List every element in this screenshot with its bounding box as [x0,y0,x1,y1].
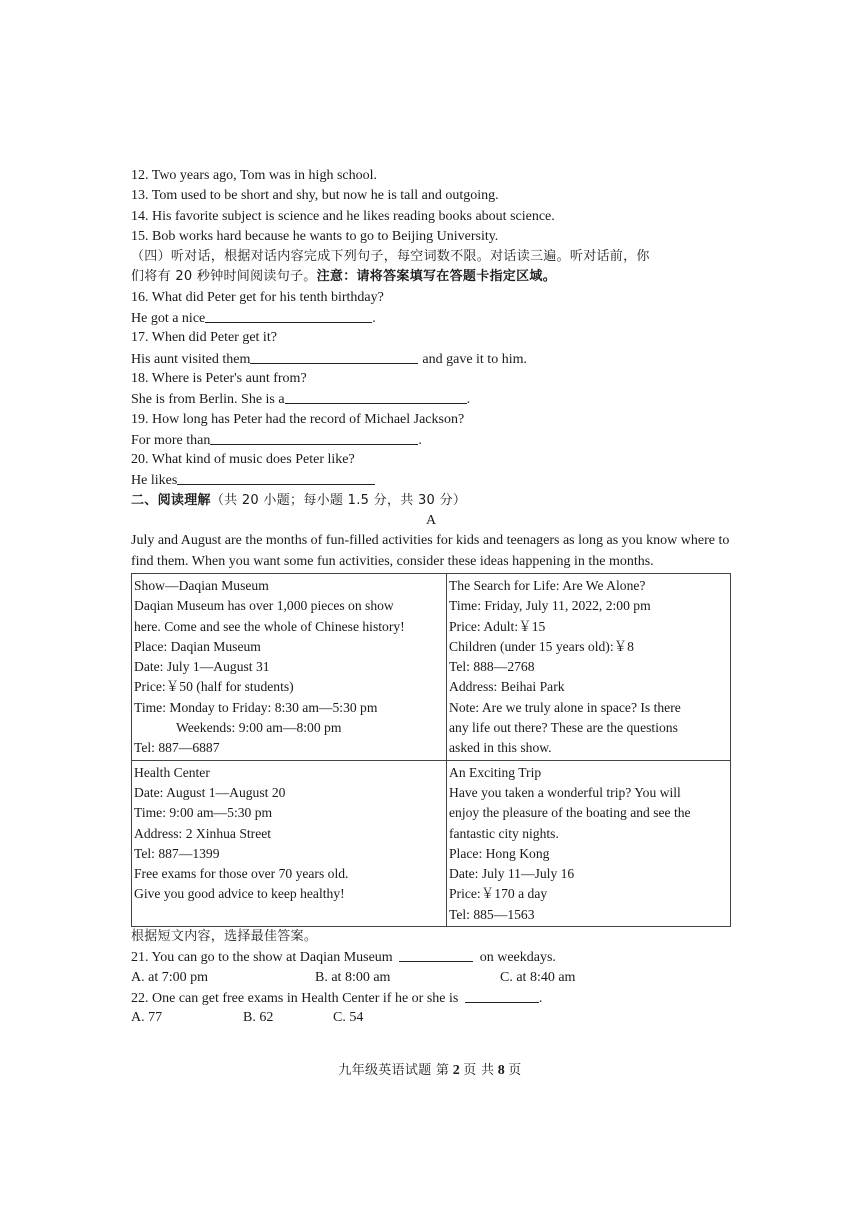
ad-advice: Give you good advice to keep healthy! [134,886,345,902]
question-21-stem-end: on weekdays. [479,950,556,966]
answer-20-blank[interactable] [177,470,375,485]
option-a[interactable]: A. 77 [131,1010,163,1026]
answer-19 [131,430,731,450]
footer-page-number: 2 [452,1063,460,1078]
ad-title: Show—Daqian Museum [134,577,269,593]
question-22-blank[interactable] [465,988,539,1003]
ad-price: Price:￥170 a day [449,886,548,902]
ad-place: Place: Hong Kong [449,845,550,861]
section4-instruction-note: 注意：请将答案填写在答题卡指定区域。 [316,269,557,285]
answer-16-prefix: He got a nice [131,311,206,327]
answer-20 [131,470,731,490]
ad-health-center [132,760,447,926]
mc-instruction: 根据短文内容，选择最佳答案。 [131,928,318,944]
ad-note: Note: Are we truly alone in space? Is there [449,699,681,715]
question-17: 17. When did Peter get it? [131,330,277,346]
section4-instruction-line1: （四）听对话，根据对话内容完成下列句子，每空词数不限。对话读三遍。听对话前，你 [131,249,650,265]
question-22-stem: 22. One can get free exams in Health Center if he or she is [131,990,459,1006]
reading-heading-title: 二、阅读理解 [131,492,211,508]
ad-description: Have you taken a wonderful trip? You will [449,784,681,800]
answer-19-blank[interactable] [210,430,418,445]
ad-description: enjoy the pleasure of the boating and see the [449,805,691,821]
ad-title: The Search for Life: Are We Alone? [449,577,646,593]
question-22-options [131,1008,731,1028]
reading-heading [131,491,731,511]
answer-19-suffix: . [418,432,422,448]
option-b[interactable]: B. 62 [243,1010,274,1026]
table-row [132,760,731,926]
footer-prefix: 九年级英语试题 第 [338,1063,450,1078]
listening-item-13: 13. Tom used to be short and shy, but now he is tall and outgoing. [131,188,499,204]
ad-description: here. Come and see the whole of Chinese history! [134,618,405,634]
ad-tel: Tel: 887—1399 [134,845,220,861]
question-21-stem: 21. You can go to the show at Daqian Museum [131,950,393,966]
ad-price: Price: Adult:￥15 [449,618,546,634]
ad-description: fantastic city nights. [449,825,559,841]
question-22 [131,988,731,1008]
option-c[interactable]: C. at 8:40 am [500,969,576,985]
footer-total-pages: 8 [497,1063,505,1078]
ad-title: Health Center [134,764,210,780]
ad-time: Time: Monday to Friday: 8:30 am—5:30 pm [134,699,378,715]
answer-16-suffix: . [372,311,376,327]
ad-date: Date: August 1—August 20 [134,784,286,800]
question-21 [131,947,731,967]
answer-20-prefix: He likes [131,473,178,489]
listening-item-12: 12. Two years ago, Tom was in high school. [131,168,377,183]
section4-instruction-plain: 们将有 20 秒钟时间阅读句子。 [131,269,317,285]
listening-item-14: 14. His favorite subject is science and he likes reading books about science. [131,208,555,224]
question-19: 19. How long has Peter had the record of Michael Jackson? [131,411,465,427]
ad-tel: Tel: 888—2768 [449,659,535,675]
ad-title: An Exciting Trip [449,764,542,780]
ad-price: Price:￥50 (half for students) [134,679,294,695]
answer-17-suffix: and gave it to him. [422,351,527,367]
ad-tel: Tel: 887—6887 [134,740,220,756]
answer-17-blank[interactable] [250,349,418,364]
option-b[interactable]: B. at 8:00 am [315,969,391,985]
ad-search-for-life [447,573,731,760]
footer-middle: 页 共 [463,1063,495,1078]
reading-heading-scoring: （共 20 小题；每小题 1.5 分，共 30 分） [210,492,467,508]
ad-note: asked in this show. [449,740,552,756]
ad-tel: Tel: 885—1563 [449,906,535,922]
ad-time: Time: 9:00 am—5:30 pm [134,805,273,821]
ad-date: Date: July 11—July 16 [449,866,575,882]
footer-suffix: 页 [508,1063,522,1078]
activities-table [131,573,731,927]
answer-18-suffix: . [466,392,471,408]
answer-16 [131,308,731,328]
ad-date: Date: July 1—August 31 [134,659,270,675]
answer-18 [131,389,731,409]
ad-time: Time: Friday, July 11, 2022, 2:00 pm [449,598,651,614]
ad-time-weekends: Weekends: 9:00 am—8:00 pm [176,720,342,736]
listening-item-15: 15. Bob works hard because he wants to go to Beijing University. [131,228,499,244]
ad-note: any life out there? These are the questions [449,720,678,736]
passage-label: A [425,513,437,529]
question-20: 20. What kind of music does Peter like? [131,452,355,468]
answer-18-blank[interactable] [285,389,467,404]
question-21-blank[interactable] [399,947,473,962]
answer-17-prefix: His aunt visited them [131,351,251,367]
ad-address: Address: Beihai Park [449,679,565,695]
answer-18-prefix: She is from Berlin. She is a [131,392,285,408]
ad-exciting-trip [447,760,731,926]
question-18: 18. Where is Peter's aunt from? [131,370,307,386]
ad-daqian-museum [132,573,447,760]
section4-instruction-line2 [131,267,731,287]
passage-intro: July and August are the months of fun-filled activities for kids and teenagers as long as you know where to find them. When you want some fun activities, consider these ideas happening in the months. [131,533,730,569]
exam-page [131,166,731,1028]
option-a[interactable]: A. at 7:00 pm [131,969,208,985]
question-16: 16. What did Peter get for his tenth birthday? [131,289,384,305]
ad-description: Daqian Museum has over 1,000 pieces on show [134,598,394,614]
table-row [132,573,731,760]
answer-17 [131,349,731,369]
question-22-stem-end: . [538,990,543,1006]
option-c[interactable]: C. 54 [333,1010,364,1026]
ad-place: Place: Daqian Museum [134,638,261,654]
ad-address: Address: 2 Xinhua Street [134,825,272,841]
answer-19-prefix: For more than [131,432,211,448]
question-21-options [131,968,731,988]
answer-16-blank[interactable] [205,308,372,323]
page-footer [0,1059,860,1079]
ad-price-children: Children (under 15 years old):￥8 [449,638,634,654]
ad-exam: Free exams for those over 70 years old. [134,866,349,882]
